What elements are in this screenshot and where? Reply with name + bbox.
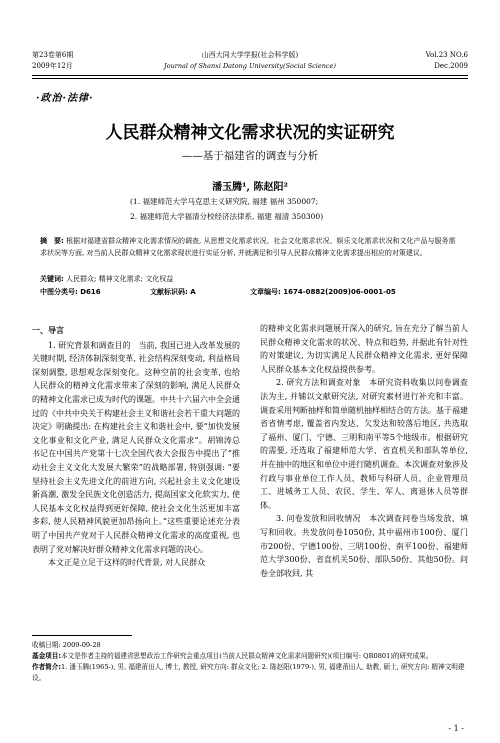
- section-heading-intro: 一、导言: [32, 326, 64, 335]
- keywords: [40, 273, 173, 285]
- body-left-column: [32, 322, 240, 570]
- footnotes: [32, 640, 468, 684]
- body-paragraph: 本文正是立足于这样的时代背景, 对人民群众: [48, 558, 206, 568]
- subsection-heading: 2. 研究方法和调查对象: [276, 378, 361, 388]
- article-title: 人民群众精神文化需求状况的实证研究: [105, 123, 395, 143]
- received-date: 收稿日期: 2009-09-28: [32, 641, 101, 649]
- abstract-label: 摘 要:: [40, 237, 64, 245]
- author-note: [32, 662, 468, 684]
- body-paragraph: 1. 研究背景和调查目的 当前, 我国已进入改革发展的关键时期, 经济体制深刻变革, 社会结构深刻变动, 利益格局深刻调整, 思想观念深刻变化。这种空前的社会变革, 也给人民群众的精神文化需求带来了深刻的影响, 满足人民群众的精神文化需求已成为时代的课题。中共十六届六中全会通过的《中共中央关于构建社会主义和谐社会若干重大问题的决定》明确提出: 在构建社会主义和谐社会中, 要“加快发展文化事业和文化产业, 满足人民群众文化需求”。胡锦涛总书记在中国共产党第十七次全国代表大会报告中提出了“推动社会主义文化大发展大繁荣”的战略部署, 特别强调: “要坚持社会主义先进文化的前进方向, 兴起社会主义文化建设新高潮, 激发全民族文化创造活力, 提高国家文化软实力, 使人民基本文化权益得到更好保障, 使社会文化生活更加丰富多彩, 使人民精神风貌更加昂扬向上。”这些重要论述充分表明了中国共产党对于人民群众精神文化需求的高度重视, 也表明了党对解决好群众精神文化需求问题的决心。: [32, 340, 240, 554]
- subsection-questionnaire: [260, 512, 468, 580]
- article-number: 文章编号: 1674-0882(2009)06-0001-05: [250, 288, 396, 296]
- journal-title-en: Journal of Shanxi Datong University(Social Science): [164, 62, 336, 70]
- clc-number: 中图分类号: D616: [40, 288, 101, 296]
- journal-title-cn: 山西大同大学学报(社会科学版): [201, 51, 299, 59]
- header-rule-thin: [32, 78, 468, 79]
- fund-text: 本文是作者主持的福建省思想政治工作研究会重点项目(当前人民群众精神文化需求问题研究)(项目编号: QR0801)的研究成果。: [61, 652, 433, 660]
- author-text: 1. 潘玉腾(1965-), 男, 福建莆田人, 博士, 教授, 研究方向: 群众文化; 2. 陈赵阳(1979-), 男, 福建莆田人, 助教, 硕士, 研究方向: 精神文明建设。: [32, 663, 465, 682]
- volume-issue-cn: 第23卷第6期: [32, 51, 74, 59]
- volume-issue-en: Vol.23 NO.6: [425, 51, 468, 59]
- abstract: [40, 235, 460, 259]
- affiliation-1: (1. 福建师范大学马克思主义研究院, 福建 福州 350007;: [130, 197, 319, 206]
- footnote-rule: [32, 635, 132, 636]
- date-en: Dec.2009: [434, 62, 468, 70]
- subsection-heading: 3. 问卷发放和回收情况: [276, 514, 361, 524]
- keywords-text: 人民群众; 精神文化需求; 文化权益: [66, 275, 174, 283]
- section-tag: ·政治·法律·: [36, 93, 94, 104]
- fund-label: 基金项目:: [32, 652, 62, 660]
- body-paragraph: 的精神文化需求问题展开深入的研究, 旨在充分了解当前人民群众精神文化需求的状况、特点和趋势, 并据此有针对性的对策建议, 为切实满足人民群众精神文化需求, 更好保障人民群众基本文化权益提供参考。: [260, 324, 468, 374]
- body-right-column: [260, 322, 468, 580]
- body-text: 本次调查问卷当场发放、填写和回收。共发放问卷1050份, 其中福州市100份、厦门市200份、宁德100份、三明100份、南平100份、福建师范大学300份、省直机关50份、部队50份、其他50份。问卷全部收回, 其: [260, 514, 468, 578]
- subsection-methods: [260, 376, 468, 512]
- abstract-text: 根据对福建省群众精神文化需求情况的调查, 从思想文化需求状况、社会文化需求状况、娱乐文化需求状况和文化产品与服务需求状况等方面, 对当前人民群众精神文化需求现状进行实证分析, 并就满足和引导人民群众精神文化需求提出相应的对策建议。: [40, 237, 456, 257]
- author-label: 作者简介:: [32, 663, 62, 671]
- authors: 潘玉腾¹, 陈赵阳²: [212, 182, 288, 193]
- fund-note: [32, 651, 468, 662]
- document-code: 文献标识码: A: [150, 288, 196, 296]
- date-cn: 2009年12月: [32, 62, 73, 70]
- page-number: - 1 -: [448, 724, 464, 733]
- article-subtitle: ——基于福建省的调查与分析: [181, 150, 319, 162]
- affiliation-2: 2. 福建师范大学福清分校经济法律系, 福建 福清 350300): [130, 212, 324, 221]
- header-rule: [32, 75, 468, 76]
- body-text: 本研究资料收集以问卷调查法为主, 并辅以文献研究法, 对研究素材进行补充和丰富。调查采用判断抽样和简单随机抽样相结合的方法。基于福建省省情考虑, 覆盖省内发达、欠发达和较落后地区, 共选取了福州、厦门、宁德、三明和南平等5个地级市。根据研究的需要, 还选取了福建师范大学、省直机关和部队等单位, 并在抽中的地区和单位中进行随机调查。本次调查对象涉及行政与事业单位工作人员、教师与科研人员、企业管理员工、进城务工人员、农民、学生、军人、离退休人员等群体。: [260, 378, 468, 510]
- keywords-label: 关键词:: [40, 275, 64, 283]
